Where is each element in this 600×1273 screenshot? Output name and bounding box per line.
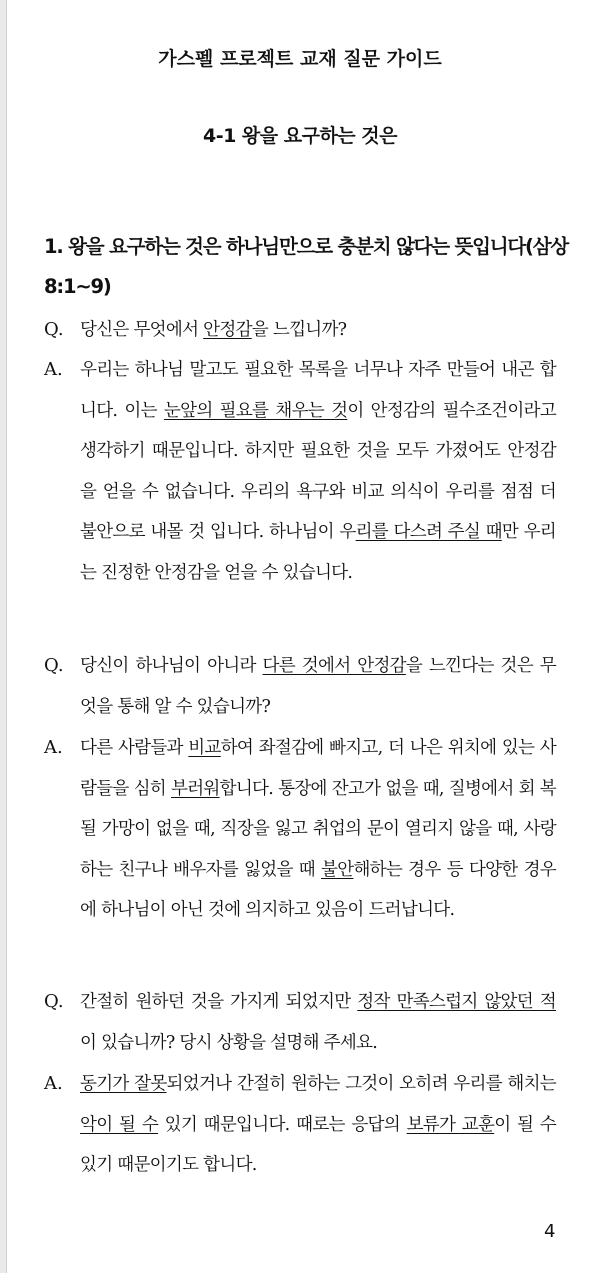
page-edge-line: [6, 0, 7, 1273]
text-segment: 있기 때문입니다. 때로는 응답의: [158, 1114, 407, 1135]
text-segment: 당신이 하나님이 아니라: [80, 656, 263, 676]
answer-mark: A.: [44, 359, 63, 380]
underlined-phrase: 리를 다스려 주실 때: [355, 522, 502, 542]
text-segment: 당신은 무엇에서: [80, 320, 204, 340]
underlined-phrase: 안정감: [203, 320, 252, 340]
answer-mark: A.: [44, 1073, 63, 1094]
answer-text: [80, 1064, 556, 1186]
question-mark: Q.: [44, 991, 64, 1012]
lesson-heading: 1. 왕을 요구하는 것은 하나님만으로 충분치 않다는 뜻입니다(삼상 8:1~9): [44, 235, 568, 298]
text-segment: 간절히 원하던 것을 가지게 되었지만: [80, 992, 358, 1012]
text-segment: 우리는 하나님 말고도 필요한 목록을 너무나 자주 만들어 내곤 합니다. 이는: [80, 360, 556, 421]
question-mark: Q.: [44, 319, 64, 340]
question-text: [80, 982, 556, 1063]
section-title: 4-1 왕을 요구하는 것은: [202, 125, 397, 147]
text-segment: 되었거나 간절히 원하는 그것이 오히려 우리를 해치는: [166, 1074, 557, 1094]
text-segment: 만 우리는 진정한 안정감을 얻을 수 있습니다.: [80, 522, 556, 583]
underlined-phrase: 다른 것에서 안정감: [262, 656, 406, 676]
answer-mark: A.: [44, 737, 63, 758]
text-segment: 이 될 수 있기 때문이기도 합니다.: [80, 1114, 557, 1175]
underlined-phrase: 비교: [188, 738, 221, 758]
text-segment: 해하는 경우 등 다양한 경우에 하나님이 아닌 것에 의지하고 있음이 드러납니다.: [80, 859, 556, 920]
question-text: [80, 646, 556, 727]
text-segment: 하여 좌절감에 빠지고, 더 나은 위치에 있는 사람들을 심히: [80, 738, 556, 799]
text-segment: 을 느낀다는 것은 무엇을 통해 알 수 있습니까?: [80, 656, 556, 717]
underlined-phrase: 부러워: [171, 778, 220, 799]
answer-text: [80, 350, 556, 593]
text-segment: 합니다. 통장에 잔고가 없을 때, 질병에서 회 복될 가망이 없을 때, 직장을 잃고 취업의 문이 열리지 않을 때, 사랑하는 친구나 배우자를 잃었을 때: [80, 778, 556, 880]
underlined-phrase: 보류가 교훈: [406, 1114, 495, 1135]
underlined-phrase: 불안: [321, 859, 354, 880]
text-segment: 이 있습니까? 당시 상황을 설명해 주세요.: [80, 1032, 378, 1053]
underlined-phrase: 악이 될 수: [80, 1114, 159, 1135]
text-segment: 다른 사람들과: [80, 738, 189, 758]
underlined-phrase: 정작 만족스럽지 않았던 적: [357, 992, 557, 1012]
page-number: 4: [544, 1221, 556, 1242]
text-segment: 이 안정감의 필수조건이라고 생각하기 때문입니다. 하지만 필요한 것을 모두 가졌어도 안정감을 얻을 수 없습니다. 우리의 욕구와 비교 의식이 우리를 점점 더 불안으로 내몰 것 입니다. 하나님이 우: [80, 400, 556, 542]
guide-title: 가스펠 프로젝트 교재 질문 가이드: [158, 48, 442, 70]
answer-text: [80, 728, 556, 931]
underlined-phrase: 눈앞의 필요를 채우는 것: [163, 400, 348, 421]
text-segment: 을 느낍니까?: [251, 320, 347, 340]
question-text: [80, 310, 556, 351]
underlined-phrase: 동기가 잘못: [80, 1074, 167, 1094]
question-mark: Q.: [44, 655, 64, 676]
